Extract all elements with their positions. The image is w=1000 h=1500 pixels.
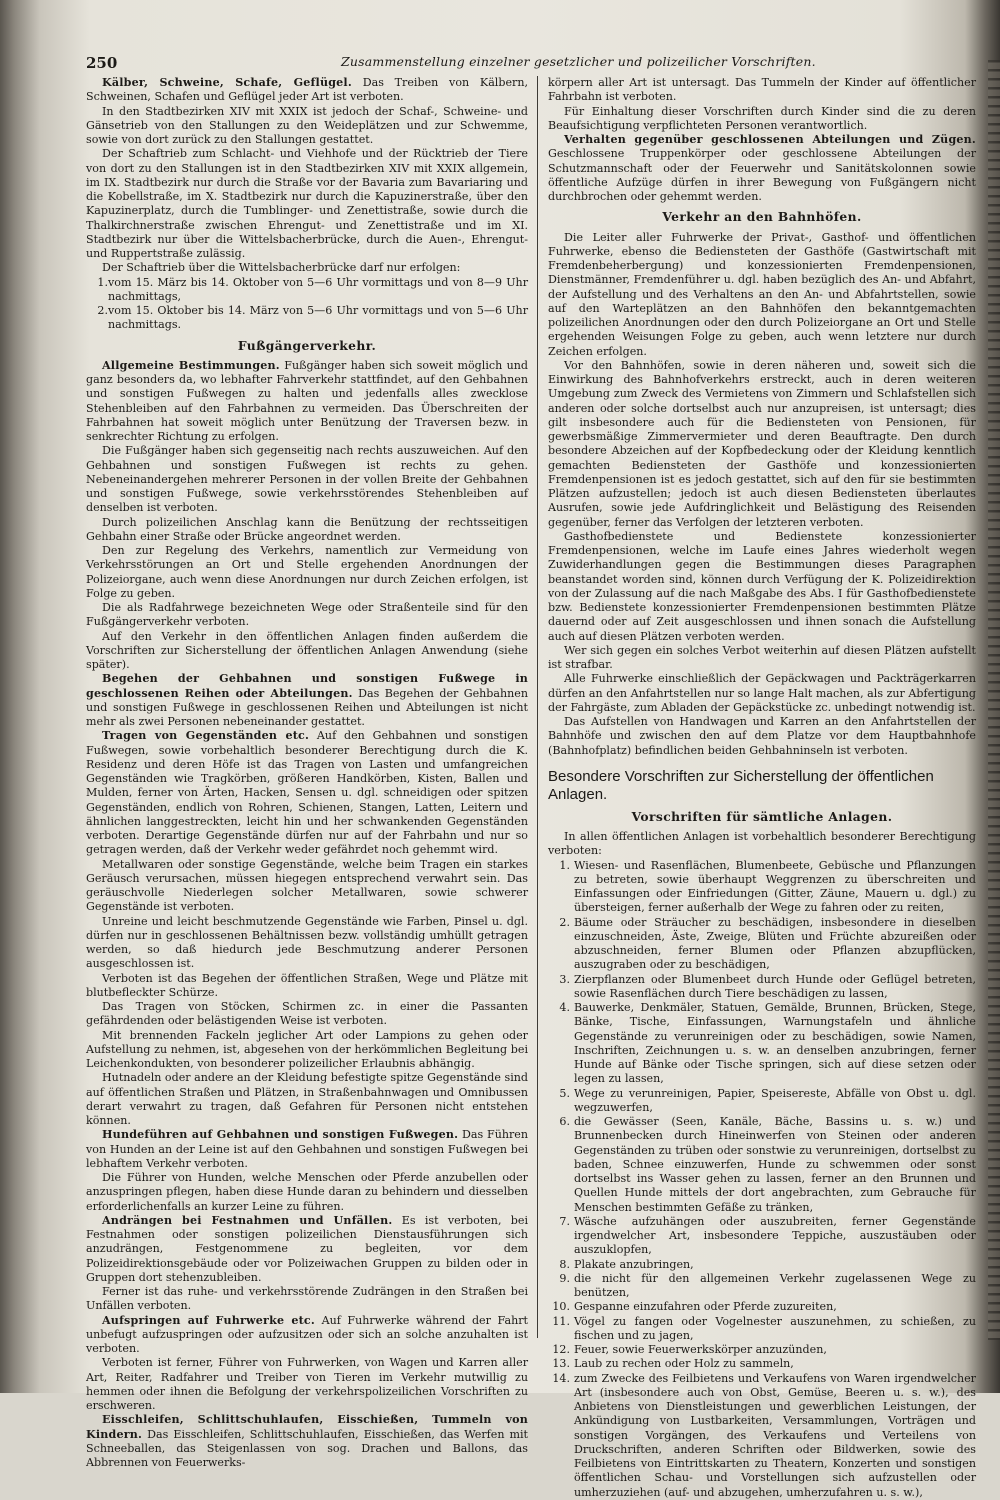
list-item-text: Gespanne einzufahren oder Pferde zuzureiten,: [574, 1300, 837, 1314]
list-item: [548, 1300, 976, 1314]
list-item-text: Plakate anzubringen,: [574, 1257, 694, 1271]
paragraph: In allen öffentlichen Anlagen ist vorbehaltlich besonderer Berechtigung verboten:: [548, 830, 976, 858]
paragraph-lead: Allgemeine Bestimmungen.: [102, 358, 280, 372]
paragraph: Metallwaren oder sonstige Gegenstände, welche beim Tragen ein starkes Geräusch verursachen, müssen hiegegen entsprechend verwahrt sein. Das geräuschvolle Niederlegen solcher Metallwaren, sowie schwerer Gegenstände ist verboten.: [86, 857, 528, 914]
paragraph: Unreine und leicht beschmutzende Gegenstände wie Farben, Pinsel u. dgl. dürfen nur in geschlossenen Behältnissen bezw. vollständig umhüllt getragen werden, so daß hiedurch jede Beschmutzung anderer Personen ausgeschlossen ist.: [86, 914, 528, 971]
list-item-number: 5.: [559, 1086, 570, 1100]
numbered-list: [548, 859, 976, 1500]
list-item-text: vom 15. Oktober bis 14. März von 5—6 Uhr vormittags und von 5—6 Uhr nachmittags.: [108, 304, 528, 332]
list-item: [548, 1315, 976, 1344]
paragraph-text: Das Eisschleifen, Schlittschuhlaufen, Eisschießen, das Werfen mit Schneeballen, das Steigenlassen von sog. Drachen und Ballons, das Abbrennen von Feuerwerks-: [86, 1427, 529, 1469]
list-item-number: 10.: [552, 1300, 570, 1314]
paragraph-text: Fußgänger haben sich soweit möglich und ganz besonders da, wo lebhafter Fahrverkehr stattfindet, auf den Gehbahnen und sonstigen Fußwegen zu halten und jedenfalls alles zwecklose Stehenbleiben auf den Fahrbahnen zu vermeiden. Das Überschreiten der Fahrbahnen hat soweit möglich unter Benützung der Traversen bezw. in senkrechter Richtung zu erfolgen.: [86, 358, 528, 443]
paragraph: In den Stadtbezirken XIV mit XXIX ist jedoch der Schaf-, Schweine- und Gänsetrieb von den Stallungen zu den Weideplätzen und zur Schwemme, sowie von dort zurück zu den Stallungen gestattet.: [86, 104, 528, 146]
list-item-number: 3.: [559, 972, 570, 986]
numbered-list: [86, 276, 528, 333]
list-item-number: 6.: [559, 1115, 570, 1128]
list-item: [548, 973, 976, 1002]
list-item: [548, 1258, 976, 1272]
list-item-number: 2.: [97, 304, 108, 317]
list-item: [548, 1087, 976, 1116]
paragraph: Hutnadeln oder andere an der Kleidung befestigte spitze Gegenstände sind auf öffentlichen Straßen und Plätzen, in Straßenbahnwagen und Omnibussen derart verwahrt zu tragen, daß Gefahren für Personen nicht entstehen können.: [86, 1071, 528, 1127]
paragraph-lead: Aufspringen auf Fuhrwerke etc.: [102, 1313, 315, 1327]
list-item: [548, 1357, 976, 1371]
left-column: [86, 76, 528, 1470]
paragraph-text: Geschlossene Truppenkörper oder geschlossene Abteilungen der Schutzmannschaft oder der Feuerwehr und Sanitätskolonnen sowie öffentliche Aufzüge dürfen in ihrer Bewegung von Fußgängern nicht durchbrochen oder gehemmt werden.: [548, 147, 976, 203]
column-divider: [537, 76, 538, 1338]
list-item: [86, 304, 528, 333]
paragraph-text: Es ist verboten, bei Festnahmen oder sonstigen polizeilichen Dienstausführungen sich anzudrängen, Festgenommene zu begleiten, vor dem Polizeidirektionsgebäude oder vor Polizeiwachen Gruppen zu bilden oder in Gruppen dort stehenzubleiben.: [86, 1213, 528, 1284]
paragraph: [548, 133, 976, 204]
right-column: [548, 76, 976, 1500]
paragraph-text: Auf den Gehbahnen und sonstigen Fußwegen, sowie vorbehaltlich besonderer Berechtigung durch die K. Residenz und deren Höfe ist das Tragen von Lasten und umfangreichen Gegenständen wie Tragkörben, größeren Handkörben, Kisten, Ballen und Mulden, ferner von Ärten, Hacken, Sensen u. dgl. schneidigen oder spitzen Gegenständen, endlich von Rohren, Schienen, Stangen, Latten, Leitern und ähnlichen langgestreckten, leicht hin und her schwankenden Gegenständen verboten. Derartige Gegenstände dürfen nur auf der Fahrbahn und nur so getragen werden, daß der Verkehr weder gefährdet noch gehemmt wird.: [86, 729, 528, 857]
list-item-text: Feuer, sowie Feuerwerkskörper anzuzünden,: [574, 1343, 827, 1356]
paragraph: Der Schaftrieb über die Wittelsbacherbrücke darf nur erfolgen:: [102, 261, 461, 275]
list-item-number: 12.: [552, 1343, 570, 1356]
list-item-text: Bauwerke, Denkmäler, Statuen, Gemälde, Brunnen, Brücken, Stege, Bänke, Tische, Einfassungen, Warnungstafeln und ähnliche Gegenstände zu verunreinigen oder zu beschädigen, sowie Namen, Inschriften, Zeichnungen u. s. w. an denselben anzubringen, ferner Hunde auf Bänke oder Tische springen, sich auf diese setzen oder legen zu lassen,: [574, 1001, 976, 1086]
list-item: [548, 859, 976, 916]
list-item-text: zum Zwecke des Feilbietens und Verkaufens von Waren irgendwelcher Art (insbesondere auch von Obst, Gemüse, Beeren u. s. w.), des Anbietens von Dienstleistungen und gewerblichen Leistungen, der Ankündigung von Lustbarkeiten, Versammlungen, Vorträgen und sonstigen Vorgängen, des Verkaufens und Verteilens von Druckschriften, anderen Schriften oder Bildwerken, sowie des Feilbietens von Eintrittskarten zu Theatern, Konzerten und sonstigen öffentlichen Schau- und Vorstellungen sich aufzustellen oder umherzuziehen (auf- und abzugehen, umherzufahren u. s. w.),: [574, 1371, 976, 1499]
paragraph: Den zur Regelung des Verkehrs, namentlich zur Vermeidung von Verkehrsstörungen an Ort und Stelle ergehenden Anordnungen der Polizeiorgane, auch wenn diese Anordnungen nur durch Zeichen erfolgen, ist Folge zu geben.: [86, 544, 528, 600]
list-item-text: Wäsche aufzuhängen oder auszubreiten, ferner Gegenstände irgendwelcher Art, insbesondere Teppiche, auszustäuben oder auszuklopfen,: [574, 1214, 976, 1257]
page-number: 250: [86, 54, 118, 72]
paragraph: Gasthofbedienstete und Bedienstete konzessionierter Fremdenpensionen, welche im Laufe eines Jahres wiederholt wegen Zuwiderhandlungen gegen die Bestimmungen dieses Paragraphen beanstandet worden sind, können durch Verfügung der K. Polizeidirektion von der Zulassung auf die nach Maßgabe des Abs. I für Gasthofbedienstete bzw. Bedienstete konzessionierter Fremdenpensionen bestimmten Plätze dauernd oder auf Zeit ausgeschlossen und ihnen sonach die Aufstellung auch auf diesen Plätzen verboten werden.: [548, 529, 976, 643]
paragraph: Das Tragen von Stöcken, Schirmen zc. in einer die Passanten gefährdenden oder belästigenden Weise ist verboten.: [86, 1000, 528, 1028]
section-heading: Vorschriften für sämtliche Anlagen.: [631, 808, 893, 824]
list-item-text: die Gewässer (Seen, Kanäle, Bäche, Bassins u. s. w.) und Brunnenbecken durch Hineinwerfen von Steinen oder anderen Gegenständen zu trüben oder sonstwie zu verunreinigen, dortselbst zu baden, Schnee einzuwerfen, Hunde zu schwemmen oder sonst dortselbst ins Wasser gehen zu lassen, ferner an den Brunnen und Quellen Hunde mittels der dort angebrachten, zum Gebrauche für Menschen bestimmten Gefäße zu tränken,: [574, 1115, 976, 1214]
paragraph: [86, 1314, 528, 1357]
paragraph-lead: Begehen der Gehbahnen und sonstigen Fußwege in geschlossenen Reihen oder Abteilungen.: [86, 672, 528, 700]
list-item: [86, 276, 528, 305]
paragraph: [86, 1413, 528, 1470]
chapter-heading: Besondere Vorschriften zur Sicherstellung der öffentlichen Anlagen.: [548, 767, 934, 803]
paragraph-lead: Kälber, Schweine, Schafe, Geflügel.: [102, 76, 352, 89]
paragraph: [86, 359, 528, 445]
paragraph-text: Auf Fuhrwerke während der Fahrt unbefugt aufzuspringen oder aufzusitzen oder sich an solche anzuhalten ist verboten.: [86, 1313, 528, 1355]
list-item-text: Laub zu rechen oder Holz zu sammeln,: [574, 1357, 794, 1371]
paragraph: Die Führer von Hunden, welche Menschen oder Pferde anzubellen oder anzuspringen pflegen, haben diese Hunde daran zu behindern und diesselben erforderlichenfalls an kurzer Leine zu führen.: [86, 1171, 528, 1213]
list-item-number: 1.: [97, 275, 108, 289]
list-item-text: Zierpflanzen oder Blumenbeet durch Hunde oder Geflügel betreten, sowie Rasenflächen durch Tiere beschädigen zu lassen,: [574, 972, 976, 1000]
list-item: [548, 916, 976, 973]
paragraph-text: Das Treiben von Kälbern, Schweinen, Schafen und Geflügel jeder Art ist verboten.: [86, 76, 529, 104]
paragraph: [86, 1214, 528, 1285]
paragraph: [86, 729, 528, 857]
paragraph: Das Aufstellen von Handwagen und Karren an den Anfahrtstellen der Bahnhöfe und zwischen den auf dem Platze vor dem Hauptbahnhofe (Bahnhofplatz) befindlichen beiden Gehbahninseln ist verboten.: [548, 715, 976, 757]
list-item-number: 4.: [559, 1001, 570, 1014]
list-item-number: 1.: [559, 858, 570, 872]
paragraph: Die Fußgänger haben sich gegenseitig nach rechts auszuweichen. Auf den Gehbahnen und sonstigen Fußwegen ist rechts zu gehen. Nebeneinandergehen mehrerer Personen in der vollen Breite der Gehbahnen und sonstigen Fußwege, sowie verkehrsstörendes Stehenbleiben auf denselben ist verboten.: [86, 444, 528, 515]
paragraph-lead: Eisschleifen, Schlittschuhlaufen, Eisschießen, Tummeln von Kindern.: [86, 1413, 528, 1441]
paragraph-lead: Andrängen bei Festnahmen und Unfällen.: [102, 1213, 393, 1227]
paragraph: Auf den Verkehr in den öffentlichen Anlagen finden außerdem die Vorschriften zur Sicherstellung der öffentlichen Anlagen Anwendung (siehe später).: [86, 629, 528, 671]
list-item: [548, 1115, 976, 1215]
list-item: [548, 1215, 976, 1258]
list-item-number: 9.: [559, 1271, 570, 1285]
paragraph: Alle Fuhrwerke einschließlich der Gepäckwagen und Packträgerkarren dürfen an den Anfahrtstellen nur so lange Halt machen, als zur Abfertigung der Fahrgäste, zum Abladen der Gepäckstücke zc. unbedingt notwendig ist.: [548, 672, 976, 714]
list-item-number: 13.: [552, 1357, 570, 1371]
paragraph: Durch polizeilichen Anschlag kann die Benützung der rechtsseitigen Gehbahn einer Straße oder Brücke angeordnet werden.: [86, 515, 528, 543]
next-page-edge: [988, 60, 1000, 1340]
list-item: [548, 1372, 976, 1500]
list-item-text: vom 15. März bis 14. Oktober von 5—6 Uhr vormittags und von 8—9 Uhr nachmittags,: [108, 275, 528, 303]
paragraph: Für Einhaltung dieser Vorschriften durch Kinder sind die zu deren Beaufsichtigung verpflichteten Personen verantwortlich.: [548, 104, 976, 132]
paragraph-lead: Hundeführen auf Gehbahnen und sonstigen Fußwegen.: [102, 1128, 459, 1142]
list-item-text: Wiesen- und Rasenflächen, Blumenbeete, Gebüsche und Pflanzungen zu betreten, sowie überhaupt Weggrenzen zu überschreiten und Einfassungen oder Einfriedungen (Gitter, Zäune, Mauern u. dgl.) zu übersteigen, ferner außerhalb der Wege zu fahren oder zu reiten,: [574, 858, 976, 915]
paragraph: [86, 672, 528, 729]
list-item-text: Vögel zu fangen oder Vogelnester auszunehmen, zu schießen, zu fischen und zu jagen,: [574, 1314, 976, 1342]
running-title: Zusammenstellung einzelner gesetzlicher und polizeilicher Vorschriften.: [341, 54, 816, 69]
paragraph-text: Das Führen von Hunden an der Leine ist auf den Gehbahnen und sonstigen Fußwegen bei lebhaftem Verkehr verboten.: [86, 1128, 529, 1170]
list-item-text: Bäume oder Sträucher zu beschädigen, insbesondere in dieselben einzuschneiden, Äste, Zweige, Blüten und Früchte abzureißen oder abzuschneiden, ferner Blumen oder Pflanzen abzupflücken, auszugraben oder zu beschädigen,: [574, 915, 976, 972]
list-item-text: die nicht für den allgemeinen Verkehr zugelassenen Wege zu benützen,: [574, 1271, 976, 1299]
paragraph: [86, 1128, 528, 1171]
list-item-number: 8.: [559, 1257, 570, 1271]
paragraph: Der Schaftrieb zum Schlacht- und Viehhofe und der Rücktrieb der Tiere von dort zu den Stallungen ist in den Stadtbezirken XIV mit XXIX allgemein, im IX. Stadtbezirk nur durch die Straße vor der Bavaria zum Bavariaring und die Kobellstraße, im X. Stadtbezirk nur durch die Kapuzinerstraße, über den Kapuzinerplatz, durch die Tumblinger- und Zenettistraße, sowie durch die Thalkirchnerstraße zwischen Ehrengut- und Zenettistraße und im XI. Stadtbezirk nur über die Wittelsbacherbrücke, durch die Auen-, Ehrengut- und Ruppertstraße zulässig.: [86, 147, 528, 260]
list-item: [548, 1272, 976, 1301]
page-header: [86, 52, 966, 74]
paragraph: Verboten ist ferner, Führer von Fuhrwerken, von Wagen und Karren aller Art, Reiter, Radfahrer und Treiber von Tieren im Verkehr mutwillig zu hemmen oder ihnen die Befolgung der verkehrspolizeilichen Vorschriften zu erschweren.: [86, 1356, 528, 1412]
paragraph: Die als Radfahrwege bezeichneten Wege oder Straßenteile sind für den Fußgängerverkehr verboten.: [86, 601, 528, 629]
list-item-number: 14.: [552, 1371, 570, 1385]
list-item-number: 11.: [552, 1314, 570, 1328]
paragraph-lead: Tragen von Gegenständen etc.: [102, 729, 310, 743]
list-item: [548, 1001, 976, 1087]
list-item: [548, 1343, 976, 1357]
paragraph: Vor den Bahnhöfen, sowie in deren näheren und, soweit sich die Einwirkung des Bahnhofverkehrs erstreckt, auch in deren weiteren Umgebung zum Zweck des Vermietens von Zimmern und Schlafstellen sich anderen oder solche dortselbst auch nur anzupreisen, ist untersagt; dies gilt insbesondere auch für die Bediensteten von Pensionen, für gewerbsmäßige Zimmervermieter und deren Beauftragte. Den durch besondere Abzeichen auf der Kopfbedeckung oder der Kleidung kenntlich gemachten Bediensteten der Gasthöfe und konzessionierten Fremdenpensionen ist es jedoch gestattet, sich auf den für sie bestimmten Plätzen aufzustellen; jedoch ist auch diesen Bediensteten überlautes Ausrufen, sowie jede Aufdringlichkeit und Belästigung des Reisenden gegenüber, ferner das Verfolgen der letzteren verboten.: [548, 358, 976, 529]
section-heading: Fußgängerverkehr.: [237, 337, 377, 353]
paragraph-text: Das Begehen der Gehbahnen und sonstigen Fußwege in geschlossenen Reihen und Abteilungen ist nicht mehr als zwei Personen nebeneinander gestattet.: [86, 686, 529, 728]
list-item-number: 7.: [559, 1214, 570, 1228]
paragraph-lead: Verhalten gegenüber geschlossenen Abteilungen und Zügen.: [564, 133, 976, 146]
paragraph: körpern aller Art ist untersagt. Das Tummeln der Kinder auf öffentlicher Fahrbahn ist verboten.: [548, 76, 976, 104]
section-heading: Verkehr an den Bahnhöfen.: [662, 209, 862, 225]
paragraph: Die Leiter aller Fuhrwerke der Privat-, Gasthof- und öffentlichen Fuhrwerke, ebenso die Bediensteten der Gasthöfe (Gastwirtschaft mit Fremdenbeherbergung) und konzessionierten Fremdenpensionen, Dienstmänner, Fremdenführer u. dgl. haben bezüglich des An- und Abfahrt, der Aufstellung und des Verhaltens an den An- und Abfahrtstellen, sowie auf den Warteplätzen an den Bahnhöfen den bekanntgemachten polizeilichen Anordnungen oder den durch Polizeiorgane an Ort und Stelle ergehenden Weisungen Folge zu geben, auch wenn letztere nur durch Zeichen erfolgen.: [548, 230, 976, 358]
paragraph: [86, 76, 528, 105]
list-item-text: Wege zu verunreinigen, Papier, Speisereste, Abfälle von Obst u. dgl. wegzuwerfen,: [574, 1086, 976, 1114]
paragraph: Ferner ist das ruhe- und verkehrsstörende Zudrängen in den Straßen bei Unfällen verboten.: [86, 1285, 528, 1313]
paragraph: Mit brennenden Fackeln jeglicher Art oder Lampions zu gehen oder Aufstellung zu nehmen, ist, abgesehen von der herkömmlichen Begleitung bei Leichenkondukten, von besonderer polizeilicher Erlaubnis abhängig.: [86, 1028, 528, 1070]
paragraph: Verboten ist das Begehen der öffentlichen Straßen, Wege und Plätze mit blutbefleckter Schürze.: [86, 971, 528, 999]
paragraph: Wer sich gegen ein solches Verbot weiterhin auf diesen Plätzen aufstellt ist strafbar.: [548, 643, 976, 671]
list-item-number: 2.: [559, 915, 570, 929]
